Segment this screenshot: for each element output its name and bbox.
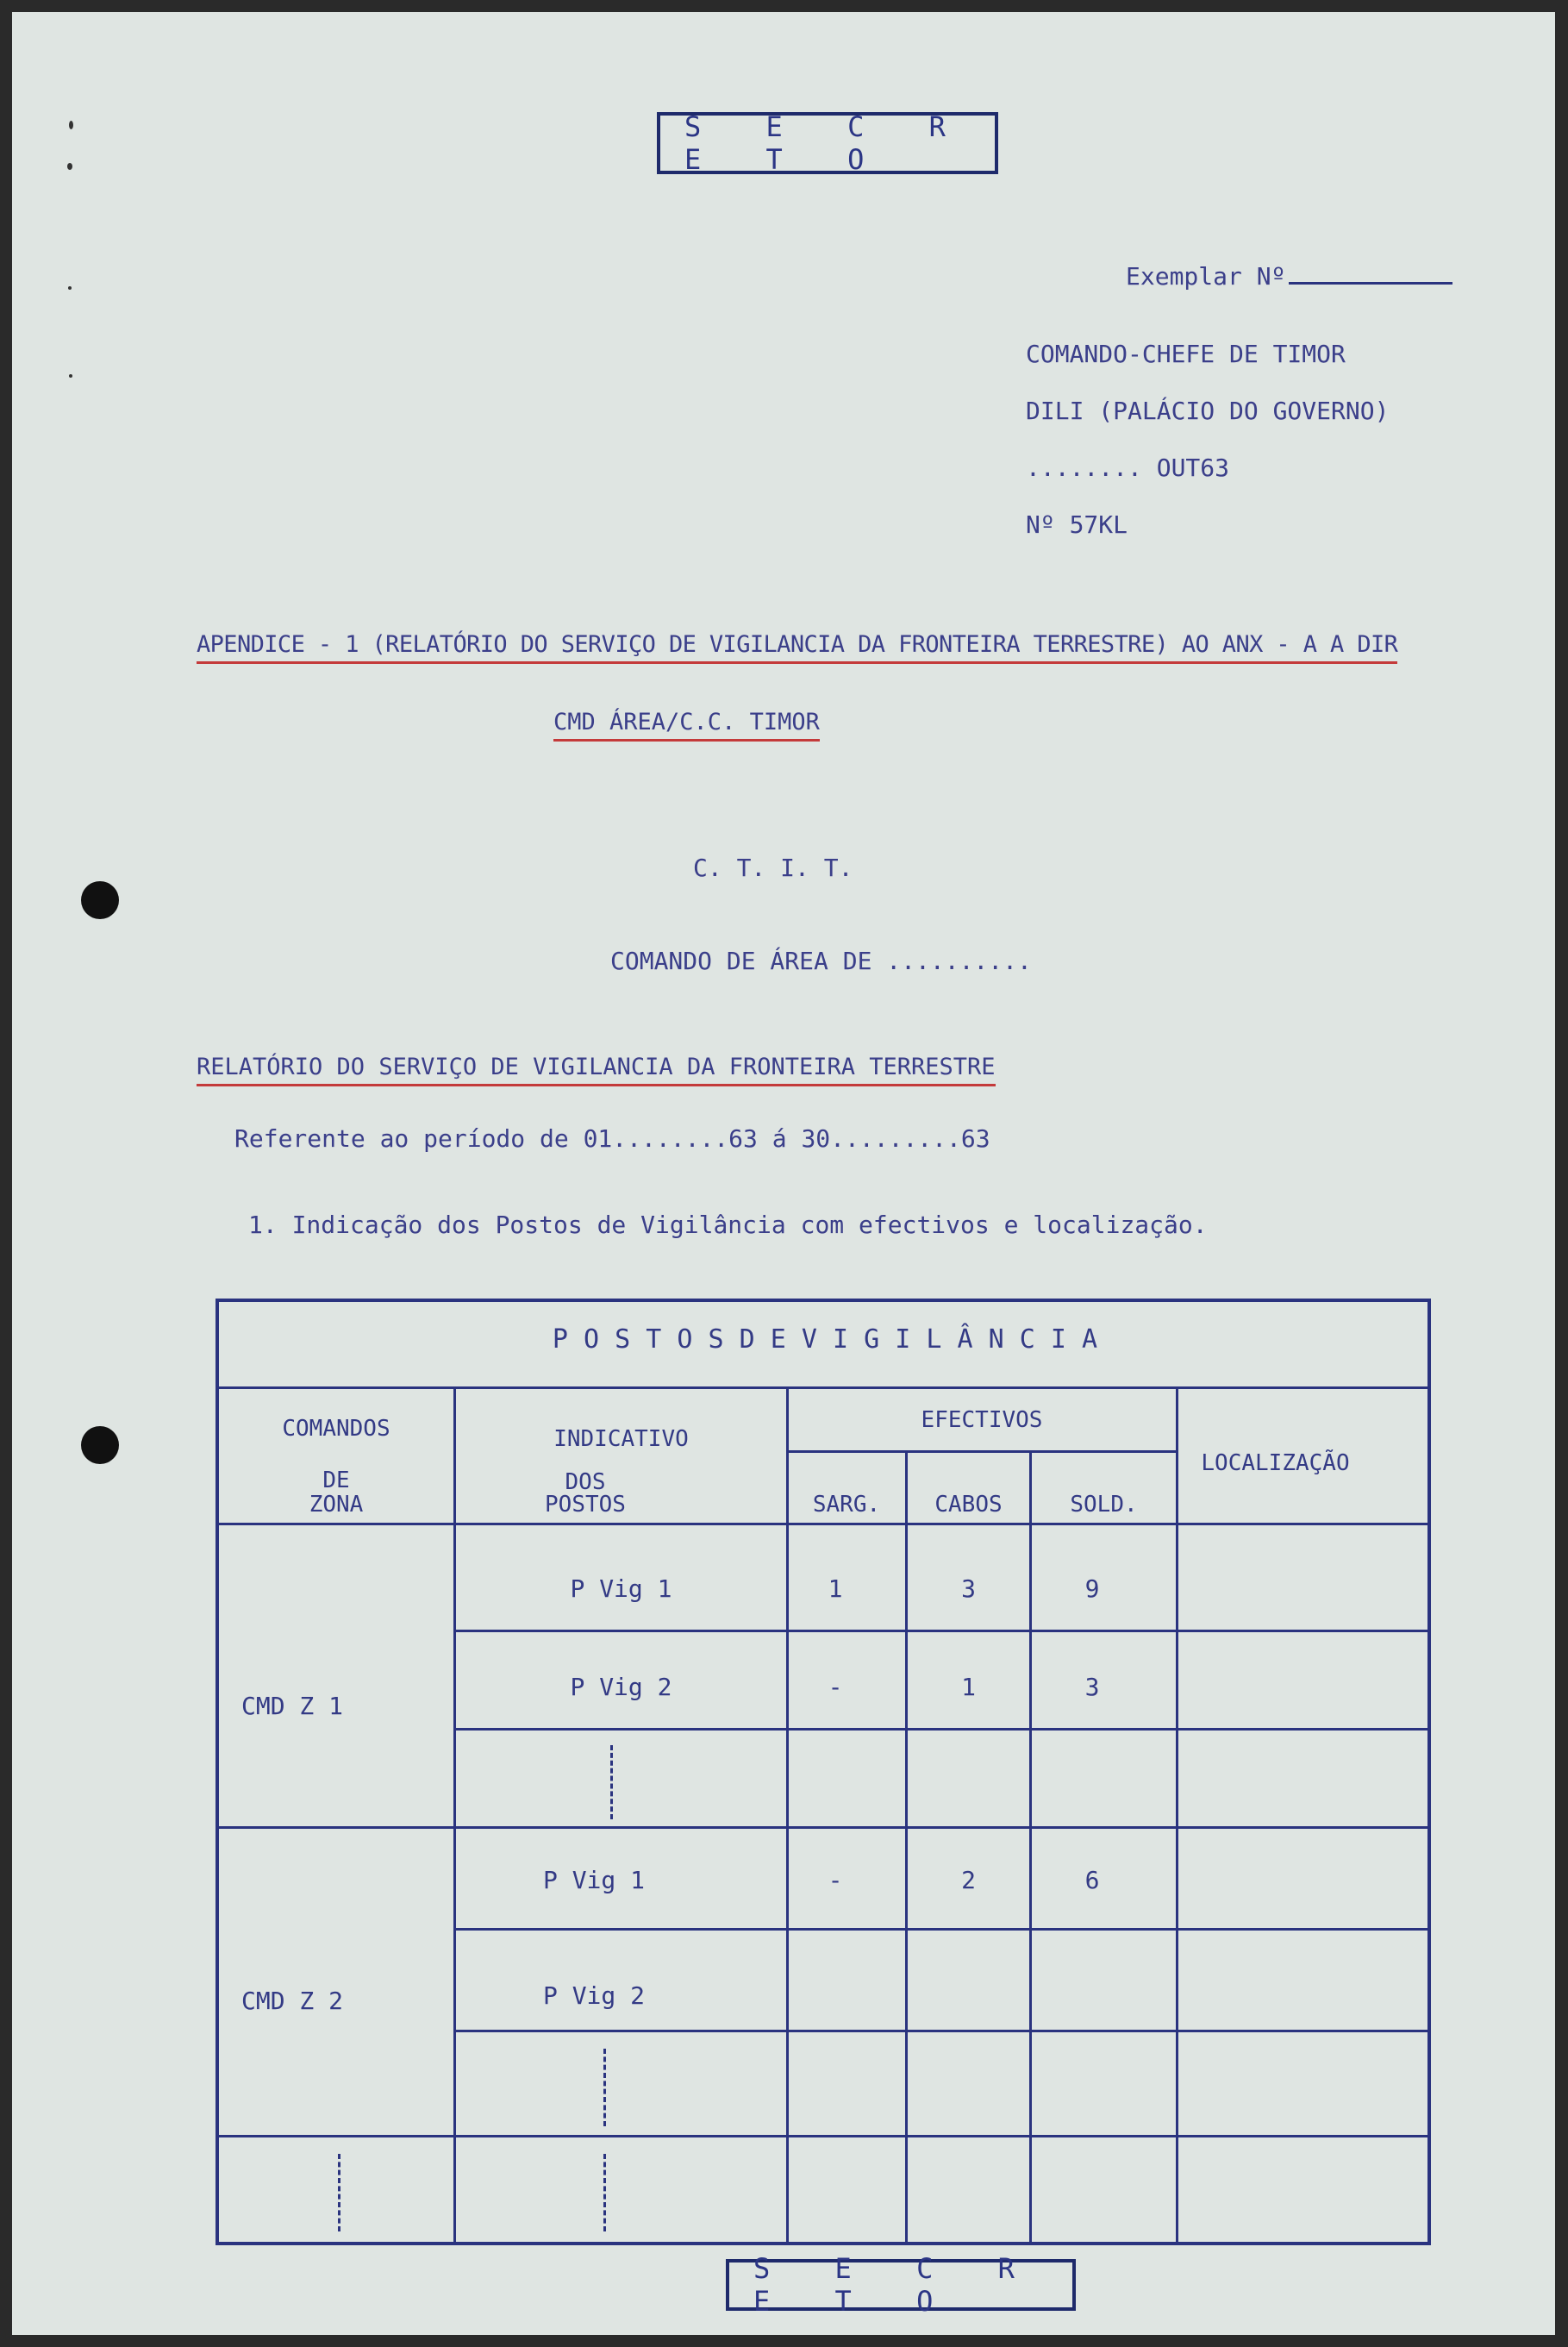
document-page	[12, 12, 1555, 2335]
continuation-mark	[603, 2049, 609, 2126]
header-line-2: DILI (PALÁCIO DO GOVERNO)	[1026, 397, 1390, 425]
appendix-title-line-1: APENDICE - 1 (RELATÓRIO DO SERVIÇO DE VIGILANCIA DA FRONTEIRA TERRESTRE) AO ANX - A A DIR	[197, 631, 1397, 664]
zone-1-row-1-cabos: 3	[961, 1574, 976, 1603]
continuation-mark	[603, 2154, 609, 2231]
classification-text: S E C R E T O	[684, 110, 970, 176]
zone-1-row-2-posto: P Vig 2	[570, 1673, 672, 1701]
header-efectivos: EFECTIVOS	[921, 1407, 1043, 1433]
zone-2-row-1-sarg: -	[828, 1866, 843, 1894]
zone-1-row-2-sarg: -	[828, 1673, 843, 1701]
header-de: DE	[322, 1468, 350, 1493]
zone-1-row-1-sarg: 1	[828, 1574, 843, 1603]
speck	[69, 374, 72, 378]
header-indicativo: INDICATIVO	[553, 1426, 689, 1452]
header-localizacao: LOCALIZAÇÃO	[1201, 1450, 1350, 1476]
zone-2-row-2-posto: P Vig 2	[542, 1981, 645, 2010]
zone-2-name: CMD Z 2	[241, 1987, 344, 2015]
ctit-label: C. T. I. T.	[693, 854, 853, 882]
zone-2-row-1-cabos: 2	[961, 1866, 976, 1894]
speck	[68, 286, 72, 290]
header-line-4: Nº 57KL	[1026, 510, 1128, 539]
exemplar-label: Exemplar Nº	[1126, 262, 1452, 291]
punch-hole	[81, 1426, 119, 1464]
classification-stamp-bottom	[726, 2252, 1076, 2318]
zone-1-name: CMD Z 1	[241, 1692, 344, 1720]
table-title: P O S T O S D E V I G I L Â N C I A	[552, 1324, 1098, 1355]
zone-2-row-1-posto: P Vig 1	[542, 1866, 645, 1894]
zone-1-row-2-sold: 3	[1084, 1673, 1100, 1701]
zone-1-row-1-sold: 9	[1084, 1574, 1100, 1603]
section-1-heading: 1. Indicação dos Postos de Vigilância com efectivos e localização.	[248, 1211, 1208, 1239]
comando-area-label: COMANDO DE ÁREA DE ..........	[610, 947, 1032, 975]
continuation-mark	[338, 2154, 343, 2231]
header-zona: ZONA	[309, 1492, 364, 1518]
continuation-mark	[610, 1745, 615, 1819]
zone-1-row-2-cabos: 1	[961, 1673, 976, 1701]
speck	[67, 163, 72, 170]
header-postos: POSTOS	[545, 1492, 626, 1518]
header-line-3: ........ OUT63	[1026, 454, 1230, 482]
zone-2-row-1-sold: 6	[1084, 1866, 1100, 1894]
period-line: Referente ao período de 01........63 á 30.........63	[234, 1124, 990, 1153]
header-sold: SOLD.	[1070, 1492, 1138, 1518]
zone-1-row-1-posto: P Vig 1	[570, 1574, 672, 1603]
speck	[69, 121, 73, 129]
header-line-1: COMANDO-CHEFE DE TIMOR	[1026, 340, 1346, 368]
classification-text: S E C R E T O	[753, 2252, 1039, 2318]
report-title: RELATÓRIO DO SERVIÇO DE VIGILANCIA DA FRONTEIRA TERRESTRE	[197, 1054, 996, 1086]
header-sarg: SARG.	[812, 1492, 881, 1518]
classification-stamp-top	[657, 112, 998, 174]
header-dos: DOS	[565, 1469, 606, 1495]
appendix-title-line-2: CMD ÁREA/C.C. TIMOR	[553, 709, 820, 742]
header-cabos: CABOS	[934, 1492, 1003, 1518]
header-comandos: COMANDOS	[282, 1416, 390, 1442]
punch-hole	[81, 881, 119, 919]
